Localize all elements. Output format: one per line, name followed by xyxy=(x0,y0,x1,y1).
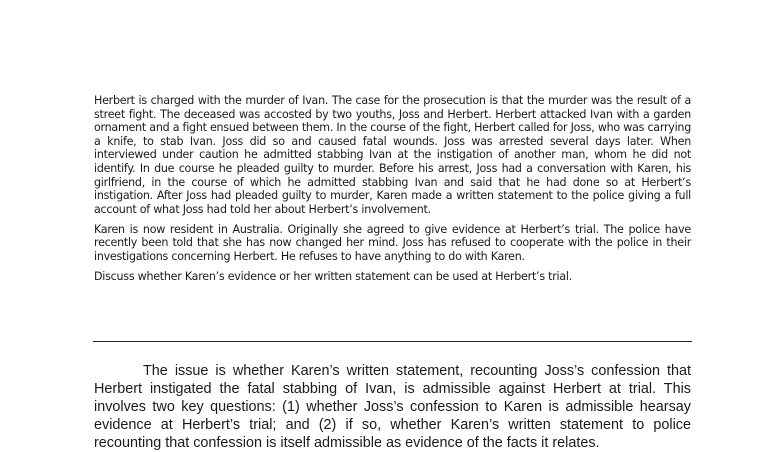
answer-paragraph: The issue is whether Karen’s written statement, recounting Joss’s confession that Herbert instigated the fatal stabbing of Ivan, is admissible against Herbert at trial. This involves two key questions: (1) whether Joss’s confession to Karen is admissible hearsay evidence at Herbert’s trial; and (2) if so, whether Karen’s written statement to police recounting that confession is itself admissible as evidence of the facts it relates. xyxy=(94,363,691,451)
question-paragraph-facts: Herbert is charged with the murder of Ivan. The case for the prosecution is that the murder was the result of a street fight. The deceased was accosted by two youths, Joss and Herbert. Herbert attacked Ivan with a garden ornament and a fight ensued between them. In the course of the fight, Herbert called for Joss, who was carrying a knife, to stab Ivan. Joss did so and caused fatal wounds. Joss was arrested several days later. When interviewed under caution he admitted stabbing Ivan at the instigation of another man, whom he did not identify. In due course he pleaded guilty to murder. Before his arrest, Joss had a conversation with Karen, his girlfriend, in the course of which he admitted stabbing Ivan and said that he had done so at Herbert’s instigation. After Joss had pleaded guilty to murder, Karen made a written statement to the police giving a full account of what Joss had told her about Herbert’s involvement. xyxy=(94,94,691,216)
section-divider xyxy=(93,341,692,342)
question-block xyxy=(94,94,691,284)
question-paragraph-karen: Karen is now resident in Australia. Originally she agreed to give evidence at Herbert’s trial. The police have recently been told that she has now changed her mind. Joss has refused to cooperate with the police in their investigations concerning Herbert. He refuses to have anything to do with Karen. xyxy=(94,222,691,264)
question-task: Discuss whether Karen’s evidence or her written statement can be used at Herbert’s trial. xyxy=(94,270,573,284)
